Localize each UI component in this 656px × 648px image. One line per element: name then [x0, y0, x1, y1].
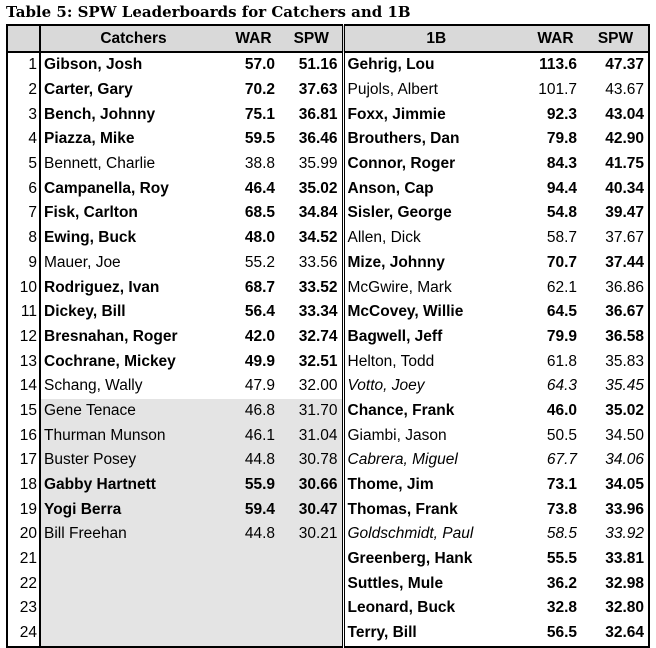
first-base-spw-cell: 32.64	[605, 624, 644, 642]
first-base-war-cell: 79.8	[546, 130, 577, 148]
rank-cell: 24	[7, 621, 40, 647]
first-base-war-cell: 58.7	[546, 229, 577, 247]
catcher-spw-cell: 37.63	[281, 78, 343, 103]
catcher-name-cell: Gabby Hartnett	[40, 473, 226, 498]
rank-cell: 2	[7, 78, 40, 103]
catcher-spw-cell: 32.00	[281, 374, 343, 399]
table-row	[7, 52, 649, 78]
catcher-spw-cell	[281, 547, 343, 572]
catcher-name-cell: Schang, Wally	[44, 377, 143, 395]
table-row	[7, 300, 649, 325]
first-base-spw-cell: 34.05	[605, 476, 644, 494]
table-row	[7, 497, 649, 522]
catcher-war-cell: 48.0	[244, 229, 275, 247]
table-title: Table 5: SPW Leaderboards for Catchers and 1B	[6, 3, 411, 21]
first-base-war-cell: 50.5	[546, 426, 577, 444]
table-row	[7, 522, 649, 547]
catcher-war-cell	[226, 596, 281, 621]
catcher-spw-cell: 33.52	[281, 275, 343, 300]
rank-cell: 6	[7, 176, 40, 201]
first-base-spw-cell: 36.58	[605, 327, 644, 345]
catcher-war-cell: 57.0	[244, 56, 275, 74]
first-base-war-header: WAR	[528, 25, 583, 52]
first-base-war-cell: 58.5	[546, 525, 577, 543]
catcher-war-cell: 55.9	[226, 473, 281, 498]
catcher-spw-cell: 33.56	[281, 251, 343, 276]
rank-cell: 11	[7, 300, 40, 325]
catcher-war-cell	[226, 621, 281, 647]
first-base-war-cell: 94.4	[546, 179, 577, 197]
catcher-name-cell	[40, 596, 226, 621]
table-row	[7, 251, 649, 276]
first-base-war-cell: 84.3	[546, 155, 577, 173]
catcher-spw-cell: 34.84	[281, 201, 343, 226]
rank-cell: 17	[7, 448, 40, 473]
first-base-name-cell: Helton, Todd	[347, 352, 435, 370]
first-base-name-cell: Goldschmidt, Paul	[347, 525, 474, 543]
rank-cell: 13	[7, 349, 40, 374]
catcher-spw-cell: 32.74	[281, 325, 343, 350]
rank-cell: 14	[7, 374, 40, 399]
first-base-name-cell: Leonard, Buck	[347, 599, 456, 617]
first-base-spw-cell: 37.67	[605, 229, 644, 247]
rank-cell: 19	[7, 497, 40, 522]
first-base-name-cell: Anson, Cap	[347, 179, 434, 197]
first-base-war-cell: 61.8	[546, 352, 577, 370]
catcher-war-cell	[226, 571, 281, 596]
first-base-name-cell: Thomas, Frank	[347, 500, 458, 518]
table-row	[7, 374, 649, 399]
table-row	[7, 349, 649, 374]
first-base-war-cell: 70.7	[546, 253, 577, 271]
catcher-war-cell: 42.0	[244, 327, 275, 345]
catcher-war-cell: 68.7	[244, 278, 275, 296]
catcher-war-cell: 46.8	[226, 399, 281, 424]
catcher-war-cell: 68.5	[244, 204, 275, 222]
table-row	[7, 176, 649, 201]
catcher-war-cell: 38.8	[244, 155, 275, 173]
first-base-name-cell: Bagwell, Jeff	[347, 327, 443, 345]
catchers-spw-header: SPW	[281, 25, 343, 52]
catcher-name-cell: Fisk, Carlton	[44, 204, 138, 222]
catcher-name-cell: Ewing, Buck	[44, 229, 137, 247]
catcher-name-cell	[40, 621, 226, 647]
catcher-name-cell	[40, 571, 226, 596]
catcher-spw-cell: 33.34	[281, 300, 343, 325]
table-row	[7, 473, 649, 498]
table-row	[7, 448, 649, 473]
first-base-spw-cell: 33.92	[605, 525, 644, 543]
catcher-war-cell: 59.5	[244, 130, 275, 148]
catcher-spw-cell	[281, 596, 343, 621]
catcher-name-cell: Piazza, Mike	[44, 130, 135, 148]
rank-cell: 5	[7, 152, 40, 177]
catcher-spw-cell: 30.78	[281, 448, 343, 473]
first-base-war-cell: 64.5	[546, 303, 577, 321]
rank-cell: 15	[7, 399, 40, 424]
catcher-name-cell: Gibson, Josh	[44, 56, 143, 74]
catcher-name-cell: Bench, Johnny	[44, 105, 156, 123]
first-base-war-cell: 36.2	[546, 574, 577, 592]
first-base-spw-cell: 35.83	[605, 352, 644, 370]
catcher-spw-cell: 30.21	[281, 522, 343, 547]
rank-cell: 18	[7, 473, 40, 498]
catcher-spw-cell: 51.16	[281, 52, 343, 78]
catcher-war-cell: 59.4	[226, 497, 281, 522]
first-base-name-cell: Suttles, Mule	[347, 574, 444, 592]
table-row	[7, 423, 649, 448]
first-base-war-cell: 56.5	[546, 624, 577, 642]
first-base-spw-header: SPW	[583, 25, 649, 52]
table-row	[7, 102, 649, 127]
rank-cell: 23	[7, 596, 40, 621]
catcher-war-cell: 46.4	[244, 179, 275, 197]
first-base-name-cell: Giambi, Jason	[347, 426, 447, 444]
first-base-spw-cell: 43.04	[605, 105, 644, 123]
catcher-name-cell: Dickey, Bill	[44, 303, 126, 321]
first-base-header: 1B	[343, 25, 528, 52]
catcher-spw-cell: 34.52	[281, 226, 343, 251]
first-base-spw-cell: 43.67	[605, 81, 644, 99]
rank-cell: 21	[7, 547, 40, 572]
rank-cell: 22	[7, 571, 40, 596]
rank-cell: 7	[7, 201, 40, 226]
rank-cell: 1	[7, 52, 40, 78]
table-row	[7, 596, 649, 621]
first-base-name-cell: Terry, Bill	[347, 624, 417, 642]
first-base-war-cell: 67.7	[546, 451, 577, 469]
catcher-name-cell: Gene Tenace	[40, 399, 226, 424]
first-base-name-cell: McGwire, Mark	[347, 278, 452, 296]
catcher-spw-cell: 36.81	[281, 102, 343, 127]
first-base-spw-cell: 34.50	[605, 426, 644, 444]
catcher-war-cell: 44.8	[226, 522, 281, 547]
first-base-name-cell: Allen, Dick	[347, 229, 421, 247]
catcher-war-cell: 56.4	[244, 303, 275, 321]
catcher-spw-cell: 31.70	[281, 399, 343, 424]
first-base-spw-cell: 35.45	[605, 377, 644, 395]
table-row	[7, 325, 649, 350]
first-base-name-cell: Brouthers, Dan	[347, 130, 460, 148]
catcher-name-cell: Rodriguez, Ivan	[44, 278, 160, 296]
catcher-spw-cell: 35.99	[281, 152, 343, 177]
first-base-spw-cell: 39.47	[605, 204, 644, 222]
first-base-war-cell: 92.3	[546, 105, 577, 123]
first-base-spw-cell: 33.81	[605, 550, 644, 568]
first-base-name-cell: Chance, Frank	[347, 401, 455, 419]
rank-cell: 3	[7, 102, 40, 127]
first-base-spw-cell: 40.34	[605, 179, 644, 197]
catcher-name-cell: Bresnahan, Roger	[44, 327, 178, 345]
catcher-war-cell: 75.1	[244, 105, 275, 123]
catcher-spw-cell	[281, 571, 343, 596]
rank-cell: 12	[7, 325, 40, 350]
rank-cell: 20	[7, 522, 40, 547]
first-base-war-cell: 101.7	[538, 81, 577, 99]
first-base-name-cell: Gehrig, Lou	[347, 56, 435, 74]
spw-leaderboard-table	[6, 24, 650, 648]
catcher-war-cell: 55.2	[244, 253, 275, 271]
first-base-war-cell: 73.8	[546, 500, 577, 518]
table-row	[7, 275, 649, 300]
first-base-war-cell: 62.1	[546, 278, 577, 296]
rank-cell: 10	[7, 275, 40, 300]
first-base-name-cell: Cabrera, Miguel	[347, 451, 458, 469]
first-base-spw-cell: 36.67	[605, 303, 644, 321]
catcher-name-cell: Mauer, Joe	[44, 253, 121, 271]
rank-cell: 8	[7, 226, 40, 251]
first-base-name-cell: Pujols, Albert	[347, 81, 438, 99]
first-base-spw-cell: 36.86	[605, 278, 644, 296]
catchers-war-header: WAR	[226, 25, 281, 52]
first-base-name-cell: Votto, Joey	[347, 377, 425, 395]
first-base-name-cell: McCovey, Willie	[347, 303, 464, 321]
catcher-name-cell: Yogi Berra	[40, 497, 226, 522]
first-base-war-cell: 55.5	[546, 550, 577, 568]
rank-cell: 4	[7, 127, 40, 152]
first-base-spw-cell: 41.75	[605, 155, 644, 173]
catcher-name-cell: Bennett, Charlie	[44, 155, 156, 173]
first-base-war-cell: 64.3	[546, 377, 577, 395]
first-base-war-cell: 46.0	[546, 401, 577, 419]
first-base-name-cell: Greenberg, Hank	[347, 550, 473, 568]
table-row	[7, 399, 649, 424]
table-body	[7, 52, 649, 647]
first-base-name-cell: Thome, Jim	[347, 476, 434, 494]
catcher-spw-cell	[281, 621, 343, 647]
first-base-spw-cell: 37.44	[605, 253, 644, 271]
catcher-spw-cell: 31.04	[281, 423, 343, 448]
catcher-spw-cell: 35.02	[281, 176, 343, 201]
first-base-name-cell: Foxx, Jimmie	[347, 105, 446, 123]
first-base-spw-cell: 32.98	[605, 574, 644, 592]
catcher-spw-cell: 36.46	[281, 127, 343, 152]
catcher-spw-cell: 32.51	[281, 349, 343, 374]
catcher-spw-cell: 30.66	[281, 473, 343, 498]
catcher-name-cell: Bill Freehan	[40, 522, 226, 547]
catcher-spw-cell: 30.47	[281, 497, 343, 522]
table-row	[7, 226, 649, 251]
rank-cell: 9	[7, 251, 40, 276]
table-row	[7, 78, 649, 103]
first-base-war-cell: 73.1	[546, 476, 577, 494]
first-base-spw-cell: 33.96	[605, 500, 644, 518]
rank-header	[7, 25, 40, 52]
first-base-war-cell: 32.8	[546, 599, 577, 617]
catcher-war-cell: 70.2	[244, 81, 275, 99]
first-base-spw-cell: 32.80	[605, 599, 644, 617]
first-base-spw-cell: 47.37	[605, 56, 644, 74]
table-row	[7, 152, 649, 177]
first-base-name-cell: Connor, Roger	[347, 155, 456, 173]
catcher-name-cell: Carter, Gary	[44, 81, 133, 99]
catcher-name-cell	[40, 547, 226, 572]
header-row	[7, 25, 649, 52]
first-base-name-cell: Mize, Johnny	[347, 253, 445, 271]
table-row	[7, 127, 649, 152]
first-base-war-cell: 54.8	[546, 204, 577, 222]
first-base-war-cell: 113.6	[539, 56, 577, 74]
catcher-war-cell: 44.8	[226, 448, 281, 473]
table-row	[7, 621, 649, 647]
catcher-war-cell: 49.9	[244, 352, 275, 370]
first-base-name-cell: Sisler, George	[347, 204, 452, 222]
catcher-war-cell	[226, 547, 281, 572]
catchers-header: Catchers	[40, 25, 226, 52]
first-base-spw-cell: 35.02	[605, 401, 644, 419]
table-row	[7, 571, 649, 596]
catcher-name-cell: Campanella, Roy	[44, 179, 169, 197]
first-base-spw-cell: 34.06	[605, 451, 644, 469]
table-row	[7, 547, 649, 572]
rank-cell: 16	[7, 423, 40, 448]
table-row	[7, 201, 649, 226]
catcher-name-cell: Thurman Munson	[40, 423, 226, 448]
first-base-war-cell: 79.9	[546, 327, 577, 345]
first-base-spw-cell: 42.90	[605, 130, 644, 148]
catcher-war-cell: 46.1	[226, 423, 281, 448]
catcher-name-cell: Cochrane, Mickey	[44, 352, 176, 370]
catcher-name-cell: Buster Posey	[40, 448, 226, 473]
catcher-war-cell: 47.9	[244, 377, 275, 395]
